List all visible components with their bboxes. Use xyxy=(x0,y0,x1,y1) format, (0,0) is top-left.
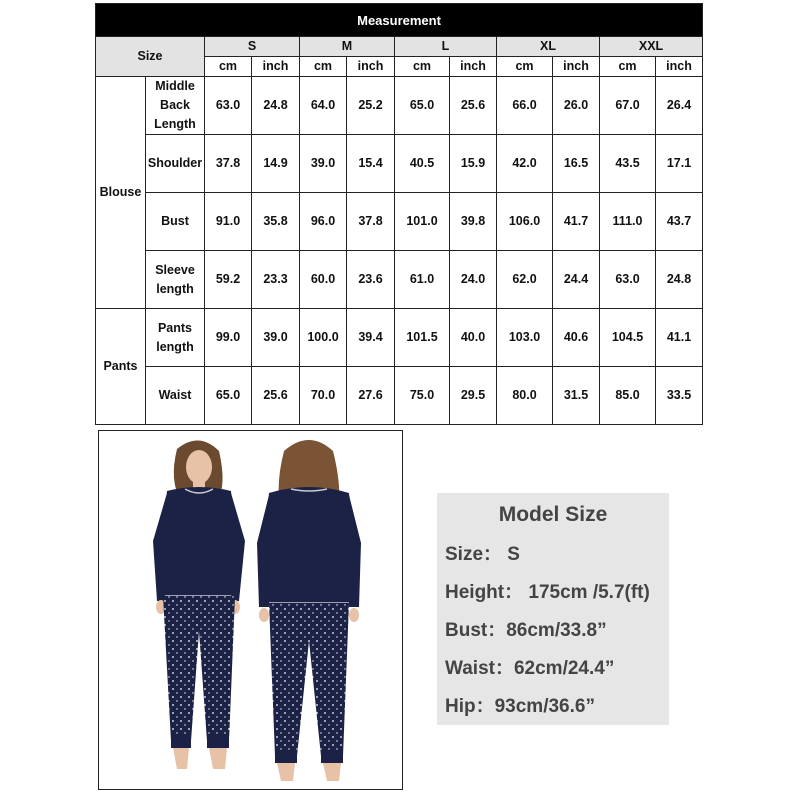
model-waist-line: Waist：62cm/24.4” xyxy=(445,658,615,679)
table-cell: 101.0 xyxy=(395,193,450,251)
table-cell: 65.0 xyxy=(205,367,252,425)
table-cell: 63.0 xyxy=(205,77,252,135)
table-cell: 25.6 xyxy=(252,367,300,425)
section-pants: Pants xyxy=(96,309,146,425)
unit-inch: inch xyxy=(347,57,395,77)
size-l: L xyxy=(395,37,497,57)
table-cell: 85.0 xyxy=(600,367,656,425)
table-cell: 64.0 xyxy=(300,77,347,135)
unit-inch: inch xyxy=(656,57,703,77)
table-cell: 101.5 xyxy=(395,309,450,367)
table-cell: 25.2 xyxy=(347,77,395,135)
table-cell: 33.5 xyxy=(656,367,703,425)
unit-cm: cm xyxy=(395,57,450,77)
row-label: Bust xyxy=(146,193,205,251)
size-m: M xyxy=(300,37,395,57)
unit-cm: cm xyxy=(600,57,656,77)
model-illustration xyxy=(99,431,402,789)
table-cell: 26.4 xyxy=(656,77,703,135)
table-cell: 24.4 xyxy=(553,251,600,309)
table-cell: 103.0 xyxy=(497,309,553,367)
row-label: Middle Back Length xyxy=(146,77,205,135)
table-cell: 35.8 xyxy=(252,193,300,251)
table-cell: 40.6 xyxy=(553,309,600,367)
size-xxl: XXL xyxy=(600,37,703,57)
table-cell: 91.0 xyxy=(205,193,252,251)
model-size-title: Model Size xyxy=(498,503,608,526)
table-cell: 42.0 xyxy=(497,135,553,193)
table-cell: 15.9 xyxy=(450,135,497,193)
size-s: S xyxy=(205,37,300,57)
table-cell: 26.0 xyxy=(553,77,600,135)
table-cell: 23.3 xyxy=(252,251,300,309)
size-chart-table xyxy=(95,3,703,425)
model-size-panel xyxy=(437,493,669,725)
table-cell: 23.6 xyxy=(347,251,395,309)
row-label: Pants length xyxy=(146,309,205,367)
model-bust-line: Bust：86cm/33.8” xyxy=(445,620,607,641)
table-cell: 40.0 xyxy=(450,309,497,367)
table-cell: 39.0 xyxy=(252,309,300,367)
table-title: Measurement xyxy=(96,4,703,37)
table-cell: 111.0 xyxy=(600,193,656,251)
model-size-line: Size： S xyxy=(445,544,520,565)
table-cell: 104.5 xyxy=(600,309,656,367)
table-cell: 29.5 xyxy=(450,367,497,425)
table-cell: 63.0 xyxy=(600,251,656,309)
table-cell: 27.6 xyxy=(347,367,395,425)
table-cell: 24.8 xyxy=(656,251,703,309)
table-cell: 96.0 xyxy=(300,193,347,251)
model-height-line: Height： 175cm /5.7(ft) xyxy=(445,582,650,603)
unit-cm: cm xyxy=(205,57,252,77)
row-label: Shoulder xyxy=(146,135,205,193)
table-cell: 43.7 xyxy=(656,193,703,251)
table-cell: 37.8 xyxy=(347,193,395,251)
unit-cm: cm xyxy=(497,57,553,77)
table-cell: 25.6 xyxy=(450,77,497,135)
table-cell: 39.0 xyxy=(300,135,347,193)
section-blouse: Blouse xyxy=(96,77,146,309)
size-header: Size xyxy=(96,37,205,77)
unit-inch: inch xyxy=(553,57,600,77)
table-cell: 80.0 xyxy=(497,367,553,425)
table-cell: 43.5 xyxy=(600,135,656,193)
model-front xyxy=(153,440,245,769)
unit-cm: cm xyxy=(300,57,347,77)
table-cell: 106.0 xyxy=(497,193,553,251)
table-cell: 15.4 xyxy=(347,135,395,193)
table-cell: 100.0 xyxy=(300,309,347,367)
table-cell: 39.4 xyxy=(347,309,395,367)
model-back xyxy=(257,440,361,781)
size-xl: XL xyxy=(497,37,600,57)
table-cell: 67.0 xyxy=(600,77,656,135)
table-cell: 41.7 xyxy=(553,193,600,251)
table-cell: 61.0 xyxy=(395,251,450,309)
table-cell: 75.0 xyxy=(395,367,450,425)
table-cell: 99.0 xyxy=(205,309,252,367)
table-cell: 17.1 xyxy=(656,135,703,193)
table-cell: 31.5 xyxy=(553,367,600,425)
table-cell: 70.0 xyxy=(300,367,347,425)
table-cell: 41.1 xyxy=(656,309,703,367)
row-label: Sleeve length xyxy=(146,251,205,309)
table-cell: 62.0 xyxy=(497,251,553,309)
table-cell: 66.0 xyxy=(497,77,553,135)
model-photo xyxy=(98,430,403,790)
unit-inch: inch xyxy=(252,57,300,77)
table-cell: 60.0 xyxy=(300,251,347,309)
table-cell: 24.0 xyxy=(450,251,497,309)
table-cell: 59.2 xyxy=(205,251,252,309)
table-cell: 16.5 xyxy=(553,135,600,193)
table-cell: 37.8 xyxy=(205,135,252,193)
table-cell: 39.8 xyxy=(450,193,497,251)
unit-inch: inch xyxy=(450,57,497,77)
table-cell: 65.0 xyxy=(395,77,450,135)
row-label: Waist xyxy=(146,367,205,425)
table-cell: 40.5 xyxy=(395,135,450,193)
model-hip-line: Hip：93cm/36.6” xyxy=(445,696,595,717)
table-cell: 14.9 xyxy=(252,135,300,193)
table-cell: 24.8 xyxy=(252,77,300,135)
